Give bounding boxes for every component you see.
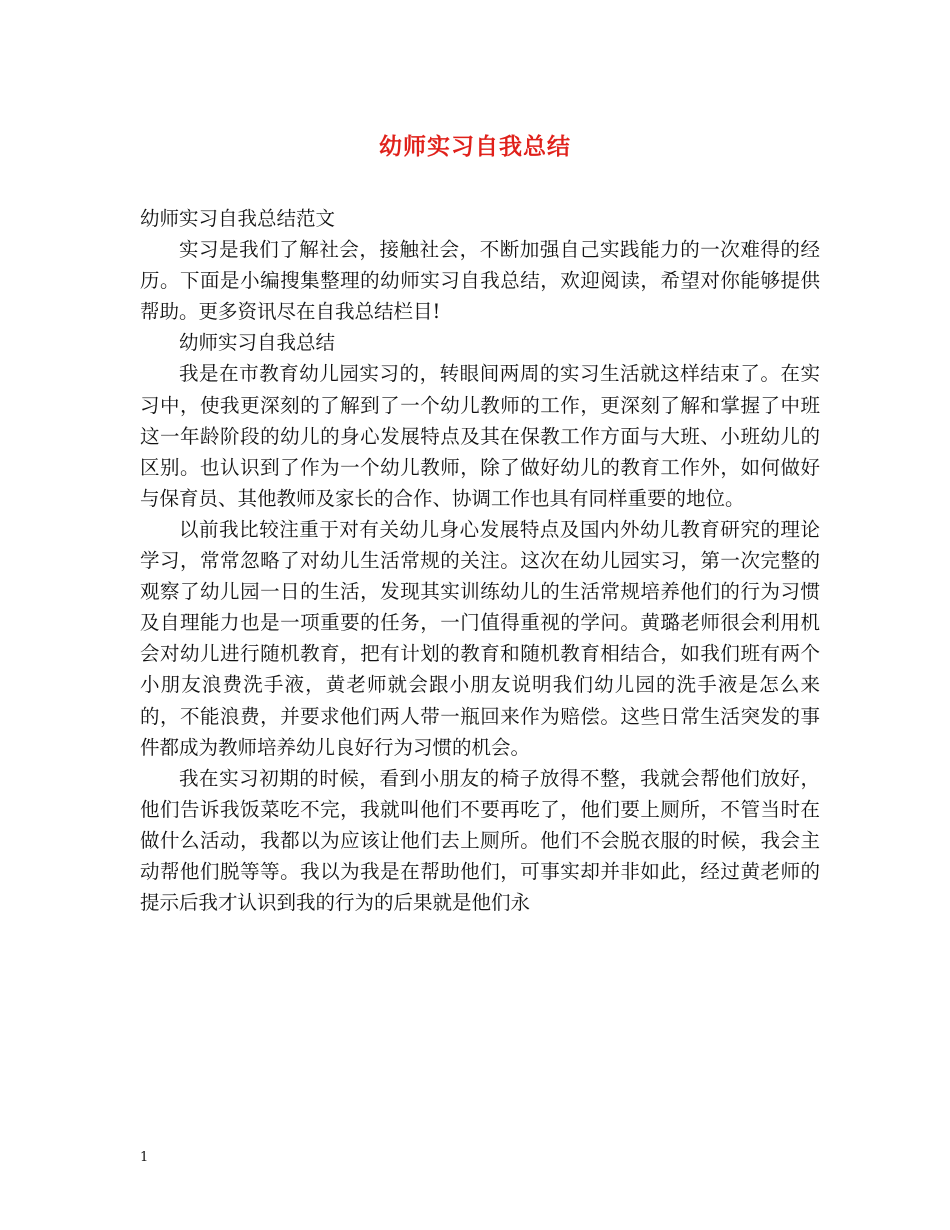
paragraph-body-2: 以前我比较注重于对有关幼儿身心发展特点及国内外幼儿教育研究的理论学习，常常忽略了对幼儿生活常规的关注。这次在幼儿园实习，第一次完整的观察了幼儿园一日的生活，发现其实训练幼儿的生活常规培养他们的行为习惯及自理能力也是一项重要的任务，一门值得重视的学问。黄璐老师很会利用机会对幼儿进行随机教育，把有计划的教育和随机教育相结合，如我们班有两个小朋友浪费洗手液，黄老师就会跟小朋友说明我们幼儿园的洗手液是怎么来的，不能浪费，并要求他们两人带一瓶回来作为赔偿。这些日常生活突发的事件都成为教师培养幼儿良好行为习惯的机会。 — [140, 517, 820, 759]
paragraph-heading: 幼师实习自我总结 — [179, 331, 336, 355]
page-number: 1 — [140, 1150, 149, 1165]
paragraph-body-3: 我在实习初期的时候，看到小朋友的椅子放得不整，我就会帮他们放好，他们告诉我饭菜吃不完，我就叫他们不要再吃了，他们要上厕所，不管当时在做什么活动，我都以为应该让他们去上厕所。他们不会脱衣服的时候，我会主动帮他们脱等等。我以为我是在帮助他们，可事实却并非如此，经过黄老师的提示后我才认识到我的行为的后果就是他们永 — [140, 766, 820, 915]
paragraph-subtitle: 幼师实习自我总结范文 — [140, 207, 336, 230]
document-body — [140, 203, 820, 918]
paragraph-intro: 实习是我们了解社会，接触社会，不断加强自己实践能力的一次难得的经历。下面是小编搜集整理的幼师实习自我总结，欢迎阅读，希望对你能够提供帮助。更多资讯尽在自我总结栏目! — [140, 238, 820, 324]
paragraph-body-1: 我是在市教育幼儿园实习的，转眼间两周的实习生活就这样结束了。在实习中，使我更深刻的了解到了一个幼儿教师的工作，更深刻了解和掌握了中班这一年龄阶段的幼儿的身心发展特点及其在保教工作方面与大班、小班幼儿的区别。也认识到了作为一个幼儿教师，除了做好幼儿的教育工作外，如何做好与保育员、其他教师及家长的合作、协调工作也具有同样重要的地位。 — [140, 362, 820, 510]
document-title: 幼师实习自我总结 — [379, 133, 571, 160]
